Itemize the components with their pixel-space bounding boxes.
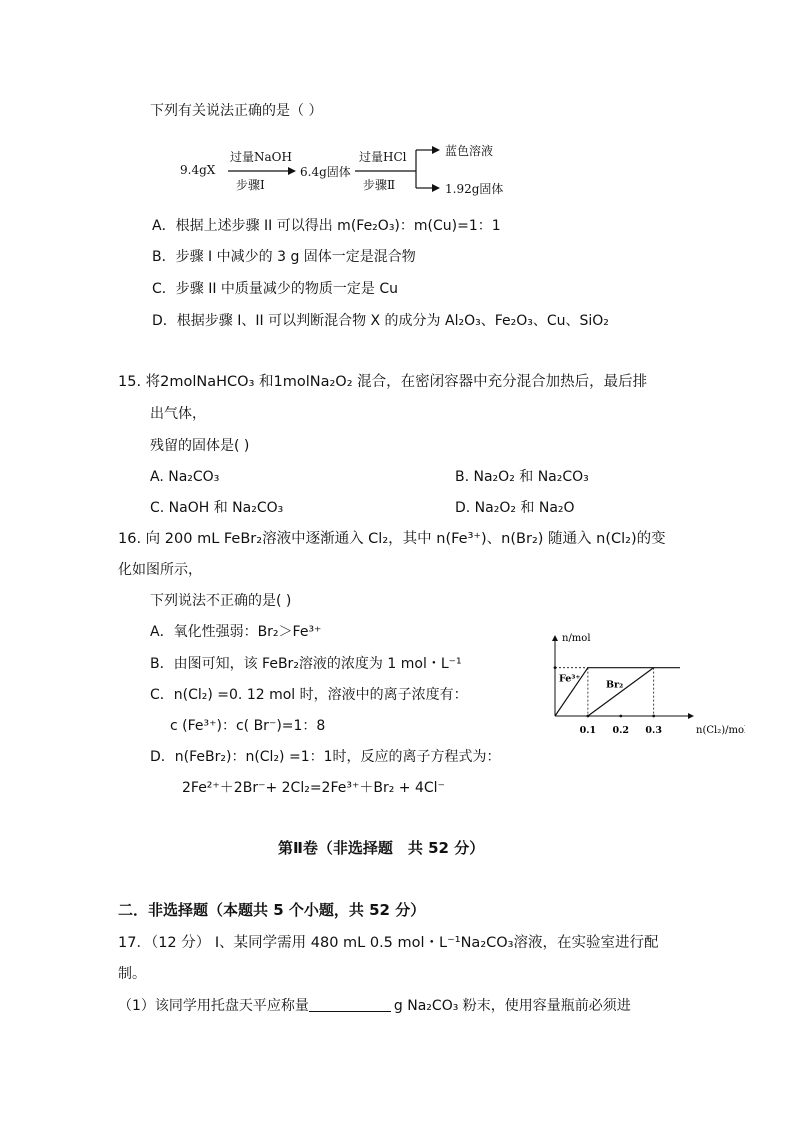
q16-option-b: B．由图可知，该 FeBr₂溶液的浓度为 1 mol・L⁻¹ xyxy=(150,656,462,672)
q14-option-d: D．根据步骤 I、II 可以判断混合物 X 的成分为 Al₂O₃、Fe₂O₃、Cu、SiO₂ xyxy=(152,313,609,329)
branch-bottom-arrowhead xyxy=(432,184,440,192)
q15-option-b: B. Na₂O₂ 和 Na₂CO₃ xyxy=(455,469,589,485)
x-axis-label: n(Cl₂)/mol xyxy=(696,725,745,736)
q16-stem-3: 下列说法不正确的是( ) xyxy=(150,593,292,609)
y-axis-label: n/mol xyxy=(562,633,591,644)
step2-reagent: 过量HCl xyxy=(359,150,407,164)
step1-arrowhead xyxy=(288,167,296,175)
chart-svg xyxy=(545,628,745,740)
q16-option-c-detail: c (Fe³⁺)：c( Br⁻)=1：8 xyxy=(170,718,326,734)
flow-out-bottom: 1.92g固体 xyxy=(445,182,504,196)
q16-chart xyxy=(545,628,745,740)
flow-out-top: 蓝色溶液 xyxy=(445,144,494,158)
q14-prompt: 下列有关说法正确的是（ ） xyxy=(150,103,323,119)
q15-option-a: A. Na₂CO₃ xyxy=(150,469,220,485)
x-axis-arrowhead xyxy=(688,713,694,719)
q14-flow-diagram xyxy=(170,140,530,200)
flow-start: 9.4gX xyxy=(180,163,216,177)
q15-option-c: C. NaOH 和 Na₂CO₃ xyxy=(150,500,284,516)
q15-option-d: D. Na₂O₂ 和 Na₂O xyxy=(455,500,575,516)
x-tick-label: 0.2 xyxy=(612,725,630,736)
q16-option-c: C．n(Cl₂) =0. 12 mol 时，溶液中的离子浓度有： xyxy=(150,687,468,703)
x-tick-mark xyxy=(619,715,622,718)
q14-option-b: B．步骤 I 中减少的 3 g 固体一定是混合物 xyxy=(152,249,416,265)
q14-option-c: C．步骤 II 中质量减少的物质一定是 Cu xyxy=(152,281,399,297)
y-axis-arrowhead xyxy=(552,635,558,641)
q17-line-1: 17．（12 分） Ⅰ、某同学需用 480 mL 0.5 mol・L⁻¹Na₂CO₃溶液，在实验室进行配 xyxy=(118,935,659,951)
q16-option-a: A．氧化性强弱：Br₂＞Fe³⁺ xyxy=(150,624,322,640)
q17-q1-after: g Na₂CO₃ 粉末，使用容量瓶前必须进 xyxy=(393,998,631,1014)
flow-mid: 6.4g固体 xyxy=(300,165,351,179)
section2-title: 第Ⅱ卷（非选择题 共 52 分） xyxy=(278,839,485,857)
q14-option-a: A．根据上述步骤 II 可以得出 m(Fe₂O₃)：m(Cu)=1：1 xyxy=(152,218,501,234)
step2-label: 步骤Ⅱ xyxy=(363,178,396,192)
step1-label: 步骤Ⅰ xyxy=(236,178,265,192)
q16-option-d-equation: 2Fe²⁺＋2Br⁻+ 2Cl₂=2Fe³⁺＋Br₂ + 4Cl⁻ xyxy=(182,780,445,796)
y-tick-mark xyxy=(554,666,557,669)
series-br2-line xyxy=(588,668,654,716)
step1-reagent: 过量NaOH xyxy=(230,150,292,164)
q16-stem-2: 化如图所示， xyxy=(118,562,202,578)
q15-stem-2: 出气体， xyxy=(150,406,206,422)
x-tick-label: 0.1 xyxy=(579,725,597,736)
q15-stem-1: 15. 将2molNaHCO₃ 和1molNa₂O₂ 混合，在密闭容器中充分混合加热后，最后排 xyxy=(118,374,648,390)
q17-line-2: 制。 xyxy=(118,966,146,982)
answer-blank[interactable] xyxy=(309,995,391,1012)
q15-stem-3: 残留的固体是( ) xyxy=(150,438,250,454)
q17-question-1 xyxy=(118,995,631,1016)
series-br2-label: Br₂ xyxy=(605,679,624,691)
q16-option-d: D．n(FeBr₂)：n(Cl₂) =1：1时，反应的离子方程式为： xyxy=(150,749,501,765)
series-fe3-label: Fe³⁺ xyxy=(559,673,581,685)
branch-top-arrowhead xyxy=(432,146,440,154)
q16-stem-1: 16. 向 200 mL FeBr₂溶液中逐渐通入 Cl₂，其中 n(Fe³⁺)、n(Br₂) 随通入 n(Cl₂)的变 xyxy=(118,531,666,547)
section2-heading: 二．非选择题（本题共 5 个小题，共 52 分） xyxy=(118,901,426,919)
q17-q1-before: （1）该同学用托盘天平应称量 xyxy=(118,998,309,1014)
x-tick-label: 0.3 xyxy=(645,725,662,736)
